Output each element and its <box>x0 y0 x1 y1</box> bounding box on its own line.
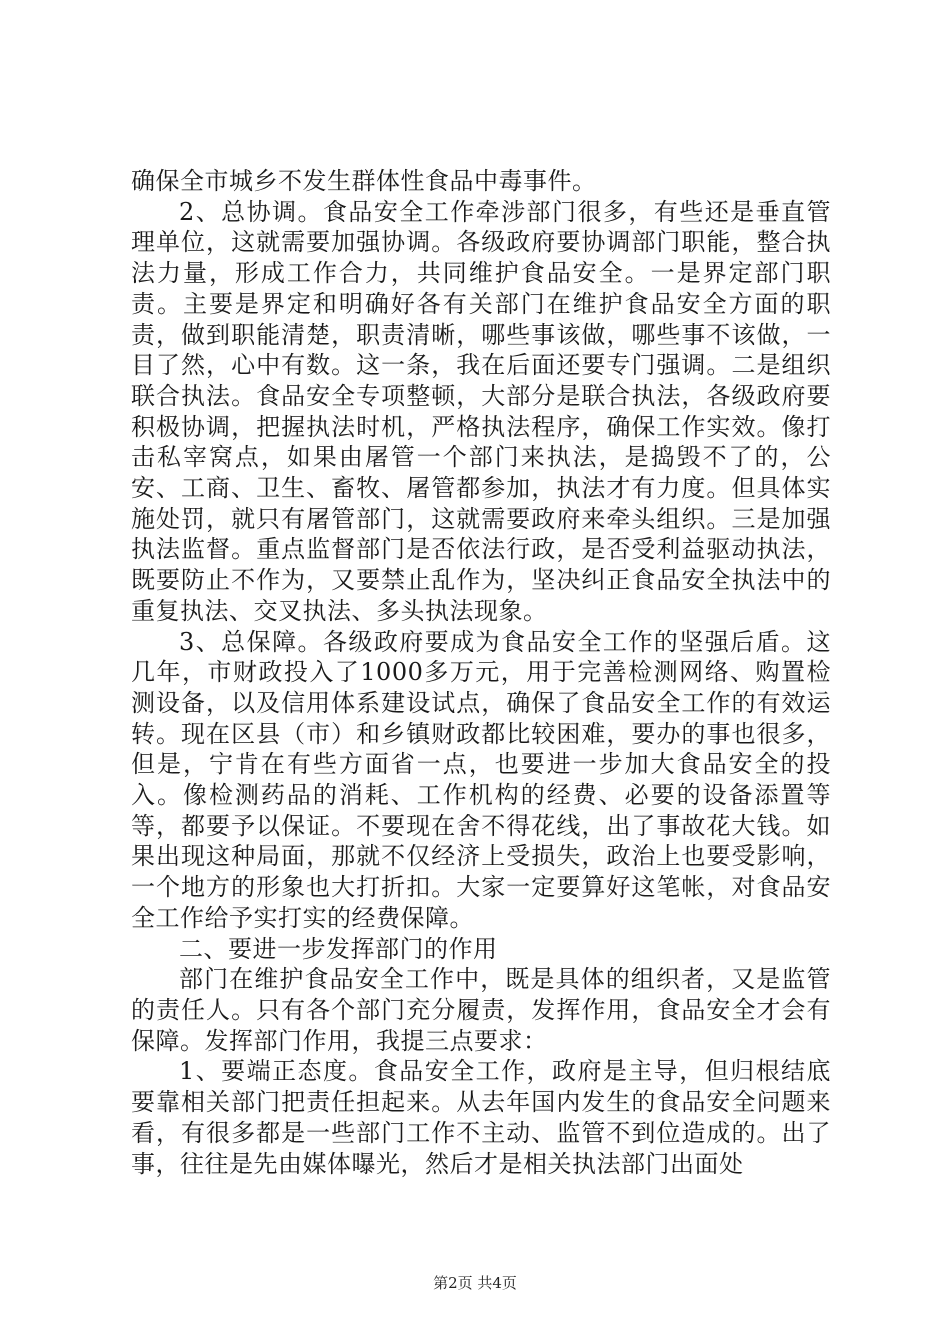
paragraph-3: 3、总保障。各级政府要成为食品安全工作的坚强后盾。这几年，市财政投入了1000多万元，用于完善检测网络、购置检测设备，以及信用体系建设试点，确保了食品安全工作的有效运转。现在区县（市）和乡镇财政都比较困难，要办的事也很多，但是，宁肯在有些方面省一点，也要进一步加大食品安全的投入。像检测药品的消耗、工作机构的经费、必要的设备添置等等，都要予以保证。不要现在舍不得花线，出了事故花大钱。如果出现这种局面，那就不仅经济上受损失，政治上也要受影响，一个地方的形象也大打折扣。大家一定要算好这笔帐，对食品安全工作给予实打实的经费保障。 <box>131 627 831 932</box>
paragraph-4: 部门在维护食品安全工作中，既是具体的组织者，又是监管的责任人。只有各个部门充分履责，发挥作用，食品安全才会有保障。发挥部门作用，我提三点要求： <box>131 965 831 1055</box>
paragraph-1: 确保全市城乡不发生群体性食品中毒事件。 <box>131 167 597 195</box>
paragraph-2: 2、总协调。食品安全工作牵涉部门很多，有些还是垂直管理单位，这就需要加强协调。各级政府要协调部门职能，整合执法力量，形成工作合力，共同维护食品安全。一是界定部门职责。主要是界定和明确好各有关部门在维护食品安全方面的职责，做到职能清楚，职责清晰，哪些事该做，哪些事不该做，一目了然，心中有数。这一条，我在后面还要专门强调。二是组织联合执法。食品安全专项整顿，大部分是联合执法，各级政府要积极协调，把握执法时机，严格执法程序，确保工作实效。像打击私宰窝点，如果由屠管一个部门来执法，是捣毁不了的，公安、工商、卫生、畜牧、屠管都参加，执法才有力度。但具体实施处罚，就只有屠管部门，这就需要政府来牵头组织。三是加强执法监督。重点监督部门是否依法行政，是否受利益驱动执法，既要防止不作为，又要禁止乱作为，坚决纠正食品安全执法中的重复执法、交叉执法、多头执法现象。 <box>131 197 831 625</box>
page-number-footer: 第2页 共4页 <box>433 1274 517 1292</box>
document-body <box>131 166 831 1179</box>
section-heading: 二、要进一步发挥部门的作用 <box>179 934 498 963</box>
paragraph-5: 1、要端正态度。食品安全工作，政府是主导，但归根结底要靠相关部门把责任担起来。从去年国内发生的食品安全问题来看，有很多都是一些部门工作不主动、监管不到位造成的。出了事，往往是先由媒体曝光，然后才是相关执法部门出面处 <box>131 1057 831 1178</box>
